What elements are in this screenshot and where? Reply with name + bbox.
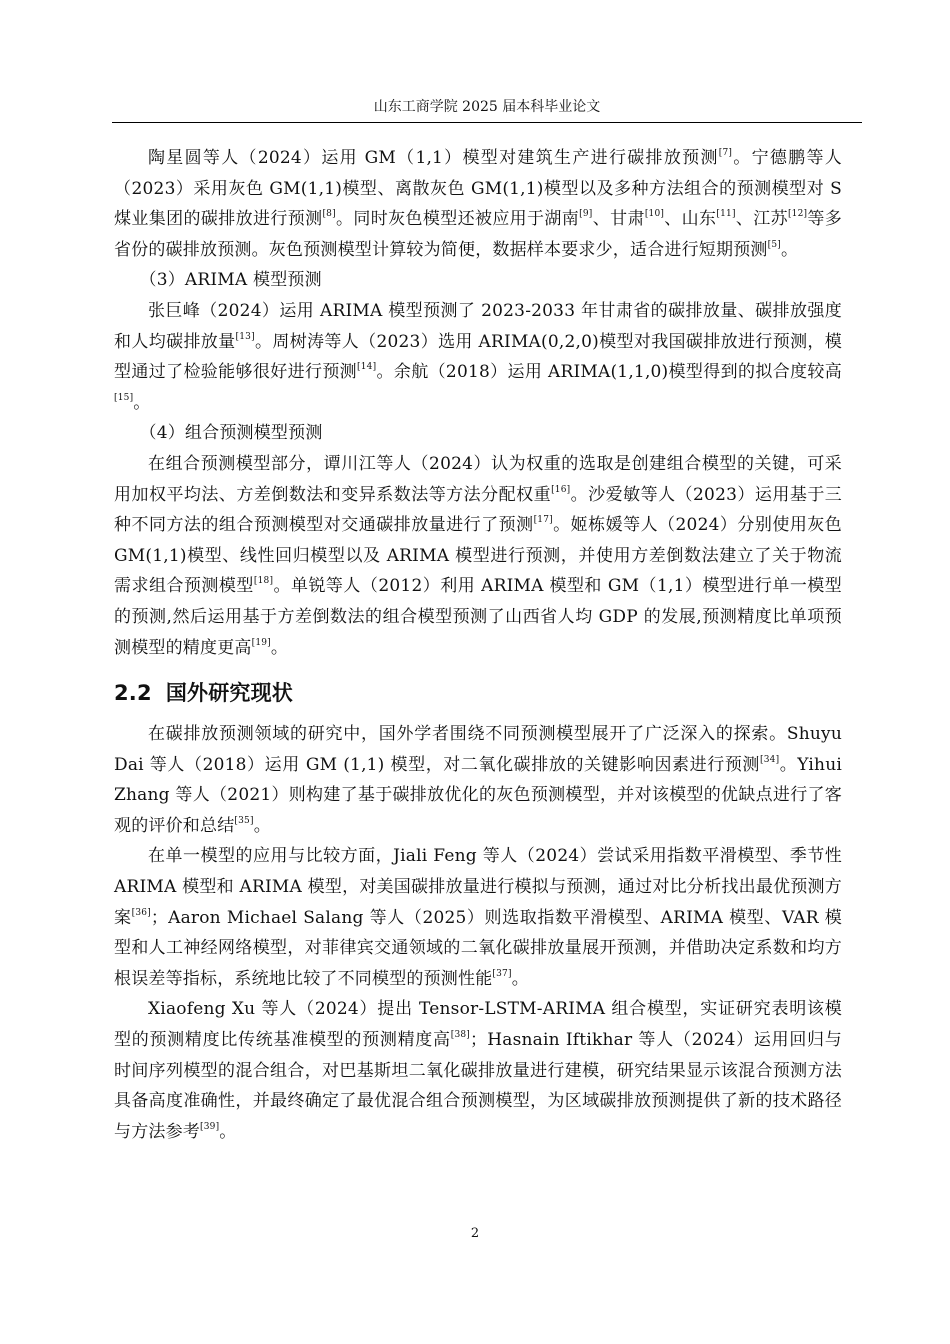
- citation-ref: [11]: [716, 209, 736, 220]
- citation-ref: [8]: [322, 209, 336, 220]
- paragraph-text: 。Yihui Zhang 等人（2021）则构建了基于碳排放优化的灰色预测模型，并对该模型的优缺点进行了客观的评价和总结: [114, 754, 842, 836]
- paragraph-text: 。: [253, 815, 271, 836]
- body-paragraph: [114, 296, 842, 418]
- subsection-heading: （4）组合预测模型预测: [139, 423, 323, 444]
- citation-ref: [14]: [357, 362, 377, 373]
- paragraph-text: 、山东: [664, 209, 717, 230]
- body-paragraph: [114, 994, 842, 1147]
- section-heading: [114, 673, 842, 713]
- paragraph-text: 。沙爱敏等人（2023）运用基于三种不同方法的组合预测模型对交通碳排放量进行了预测: [114, 484, 843, 536]
- body-paragraph: [114, 143, 842, 265]
- citation-ref: [9]: [579, 209, 593, 220]
- citation-ref: [13]: [235, 331, 255, 342]
- paragraph-text: ；Aaron Michael Salang 等人（2025）则选取指数平滑模型、ARIMA 模型、VAR 模型和人工神经网络模型，对菲律宾交通领域的二氧化碳排放量展开预测，并借助决定系数和均方根误差等指标，系统地比较了不同模型的预测性能: [114, 907, 842, 989]
- paragraph-text: 在组合预测模型部分，谭川江等人（2024）认为权重的选取是创建组合模型的关键，可采用加权平均法、方差倒数法和变异系数法等方法分配权重: [114, 453, 842, 505]
- paragraph-text: 、江苏: [735, 209, 788, 230]
- body-paragraph: [114, 449, 842, 663]
- paragraph-text: 。同时灰色模型还被应用于湖南: [335, 209, 580, 230]
- page-header: 山东工商学院 2025 届本科毕业论文: [112, 96, 862, 123]
- paragraph-text: 等多省份的碳排放预测。灰色预测模型计算较为简便，数据样本要求少，适合进行短期预测: [114, 209, 842, 260]
- citation-ref: [17]: [533, 515, 553, 526]
- paragraph-text: 。余航（2018）运用 ARIMA(1,1,0)模型得到的拟合度较高: [376, 362, 842, 383]
- paragraph-text: 。: [133, 392, 151, 413]
- paragraph-text: 张巨峰（2024）运用 ARIMA 模型预测了 2023-2033 年甘肃省的碳排放量、碳排放强度和人均碳排放量: [114, 300, 842, 352]
- paragraph-text: 。: [780, 239, 799, 260]
- paragraph-text: 、甘肃: [592, 209, 645, 230]
- paragraph-text: 陶星圆等人（2024）运用 GM（1,1）模型对建筑生产进行碳排放预测: [148, 148, 719, 168]
- paragraph-text: 。: [511, 968, 529, 989]
- paragraph-text: 在碳排放预测领域的研究中，国外学者围绕不同预测模型展开了广泛深入的探索。Shuyu Dai 等人（2018）运用 GM (1,1) 模型，对二氧化碳排放的关键影响因素进行预测: [114, 724, 842, 775]
- paragraph-text: 在单一模型的应用与比较方面，Jiali Feng 等人（2024）尝试采用指数平滑模型、季节性 ARIMA 模型和 ARIMA 模型，对美国碳排放量进行模拟与预测，通过对比分析找出最优预测方案: [114, 846, 842, 928]
- section-title: 国外研究现状: [165, 681, 294, 706]
- paragraph-text: 。姬栋媛等人（2024）分别使用灰色 GM(1,1)模型、线性回归模型以及 ARIMA 模型进行预测，并使用方差倒数法建立了关于物流需求组合预测模型: [114, 515, 842, 597]
- citation-ref: [12]: [787, 209, 808, 220]
- citation-ref: [16]: [551, 484, 571, 495]
- citation-ref: [37]: [492, 968, 512, 979]
- citation-ref: [34]: [760, 754, 780, 765]
- citation-ref: [38]: [450, 1030, 471, 1041]
- citation-ref: [7]: [718, 148, 733, 158]
- paragraph-text: ；Hasnain Iftikhar 等人（2024）运用回归与时间序列模型的混合组合，对巴基斯坦二氧化碳排放量进行建模，研究结果显示该混合预测方法具备高度准确性，并最终确定了最优混合组合预测模型，为区域碳排放预测提供了新的技术路径与方法参考: [114, 1030, 842, 1142]
- citation-ref: [19]: [251, 637, 271, 648]
- paragraph-text: 。: [270, 637, 289, 658]
- body-paragraph: [114, 719, 842, 841]
- paragraph-text: 。: [219, 1121, 237, 1142]
- paragraph-text: 。单锐等人（2012）利用 ARIMA 模型和 GM（1,1）模型进行单一模型的预测,然后运用基于方差倒数法的组合模型预测了山西省人均 GDP 的发展,预测精度比单项预测模型的精度更高: [114, 576, 842, 658]
- citation-ref: [36]: [131, 907, 151, 918]
- citation-ref: [10]: [644, 209, 665, 220]
- citation-ref: [39]: [200, 1121, 220, 1132]
- paragraph-text: Xiaofeng Xu 等人（2024）提出 Tensor-LSTM-ARIMA 组合模型，实证研究表明该模型的预测精度比传统基准模型的预测精度高: [114, 999, 842, 1051]
- page-number: 2: [470, 1226, 480, 1241]
- subsection-heading: （3）ARIMA 模型预测: [139, 270, 322, 291]
- paragraph-text: 。宁德鹏等人（2023）采用灰色 GM(1,1)模型、离散灰色 GM(1,1)模型以及多种方法组合的预测模型对 S 煤业集团的碳排放进行预测: [114, 148, 842, 230]
- citation-ref: [5]: [767, 239, 781, 250]
- citation-ref: [15]: [114, 392, 134, 403]
- citation-ref: [35]: [234, 815, 254, 826]
- section-number: 2.2: [114, 681, 152, 706]
- citation-ref: [18]: [253, 576, 274, 587]
- body-content: [114, 143, 842, 1147]
- body-paragraph: [114, 841, 842, 994]
- paragraph-text: 。周树涛等人（2023）选用 ARIMA(0,2,0)模型对我国碳排放进行预测，模型通过了检验能够很好进行预测: [114, 331, 842, 383]
